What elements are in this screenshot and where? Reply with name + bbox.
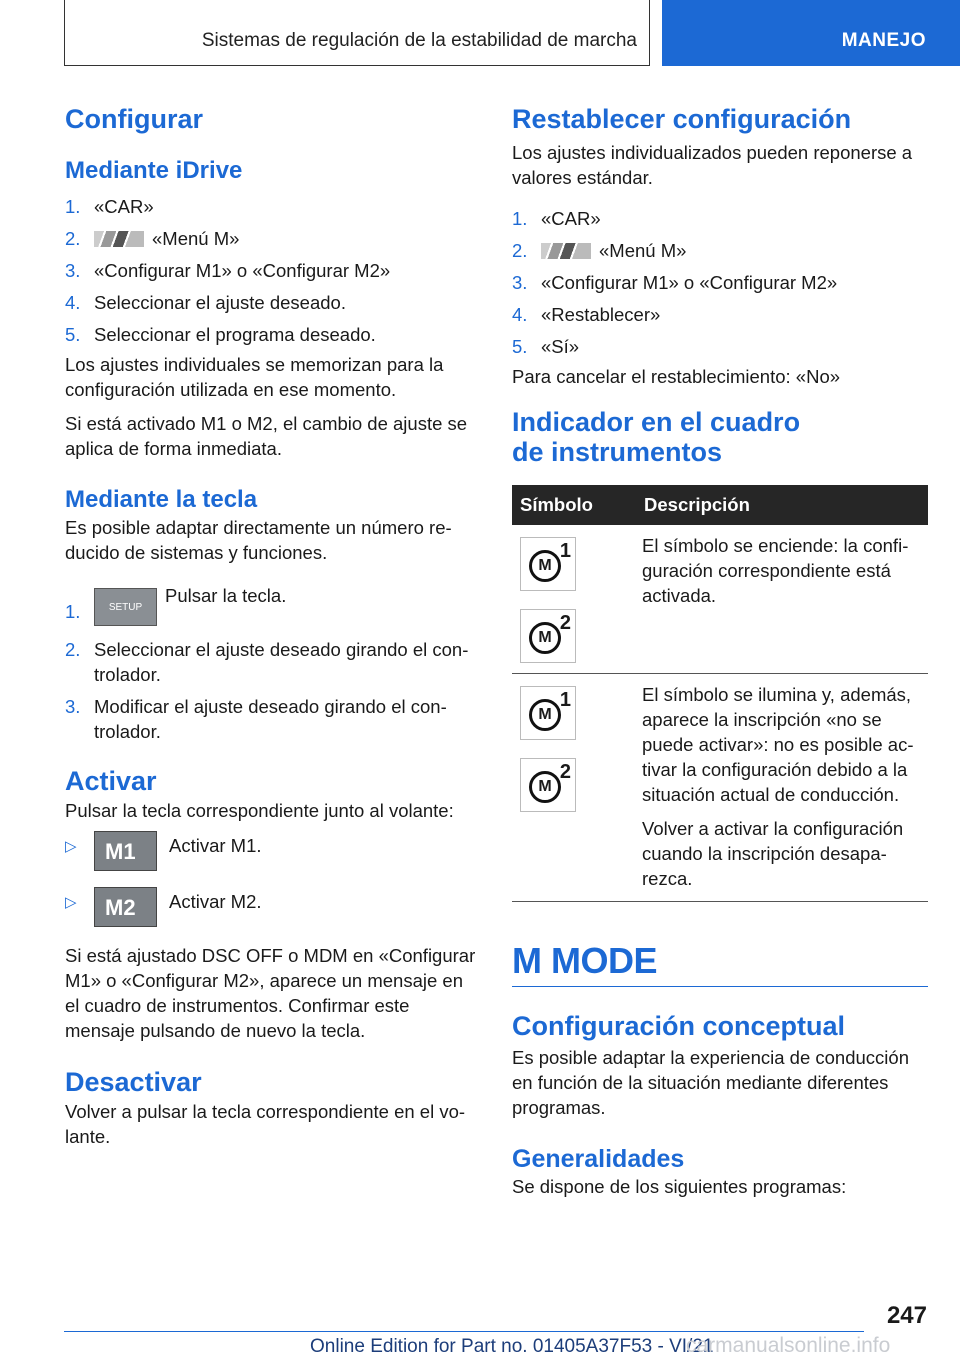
m2-key-icon: M2 xyxy=(94,887,157,927)
m1-symbol-icon: M 1 xyxy=(520,686,576,740)
symbol-table xyxy=(512,485,928,902)
page-number: 247 xyxy=(886,1302,927,1329)
heading-indicador: Indicador en el cuadro de instrumentos xyxy=(512,407,801,467)
paragraph: Si está ajustado DSC OFF o MDM en «Configurar M1» o «Configurar M2», aparece un mensaje en el cuadro de instrumentos. Confirmar este mensaje pulsando de nuevo la tecla. xyxy=(65,945,476,1041)
table-cell-description: El símbolo se enciende: la configuración correspondiente está activada. xyxy=(636,525,928,674)
m-menu-icon xyxy=(94,231,144,247)
header-title-box xyxy=(64,0,650,66)
list-item: 4. Seleccionar el ajuste deseado. xyxy=(65,292,346,313)
activar-list xyxy=(65,835,480,945)
paragraph: Para cancelar el restablecimiento: «No» xyxy=(512,366,841,387)
m2-symbol-icon: M 2 xyxy=(520,609,576,663)
heading-tecla: Mediante la tecla xyxy=(65,486,258,513)
reset-steps xyxy=(512,206,928,359)
table-header-row xyxy=(512,485,928,525)
heading-configuracion-conceptual: Configuración conceptual xyxy=(512,1011,846,1041)
list-item: 2. «Menú M» xyxy=(512,240,687,261)
list-item: 3. «Configurar M1» o «Configurar M2» xyxy=(65,260,391,281)
list-item: 2. Seleccionar el ajuste deseado girando el controlador. xyxy=(65,639,469,685)
table-cell-symbols xyxy=(512,525,636,674)
paragraph: Es posible adaptar la experiencia de conducción en función de la situación mediante diferentes programas. xyxy=(512,1047,909,1118)
idrive-steps xyxy=(65,194,480,347)
right-column xyxy=(512,96,928,1199)
table-row xyxy=(512,525,928,674)
paragraph: Volver a pulsar la tecla correspondiente en el volante. xyxy=(65,1101,466,1147)
paragraph: Si está activado M1 o M2, el cambio de ajuste se aplica de forma inmediata. xyxy=(65,413,468,459)
list-item: 3. Modificar el ajuste deseado girando el controlador. xyxy=(65,696,447,742)
list-item: ▷ M1 Activar M1. xyxy=(65,835,480,885)
chapter-title: Sistemas de regulación de la estabilidad de marcha xyxy=(201,30,637,51)
list-item: 5. «Sí» xyxy=(512,336,580,357)
triangle-bullet-icon: ▷ xyxy=(65,838,77,855)
m2-symbol-icon: M 2 xyxy=(520,758,576,812)
list-item: 2. «Menú M» xyxy=(65,228,240,249)
setup-key-icon: SETUP xyxy=(94,588,157,626)
tecla-steps xyxy=(65,583,480,744)
heading-configurar: Configurar xyxy=(65,104,203,134)
list-item: 5. Seleccionar el programa deseado. xyxy=(65,324,376,345)
heading-desactivar: Desactivar xyxy=(65,1067,202,1097)
list-item: ▷ M2 Activar M2. xyxy=(65,891,480,941)
section-tab-label: MANEJO xyxy=(841,30,926,51)
section-tab[interactable] xyxy=(662,0,960,66)
paragraph: Los ajustes individualizados pueden reponerse a valores estándar. xyxy=(512,142,913,188)
paragraph: Es posible adaptar directamente un número reducido de sistemas y funciones. xyxy=(65,517,452,563)
paragraph: Se dispone de los siguientes programas: xyxy=(512,1176,847,1197)
m-menu-icon xyxy=(541,243,591,259)
edition-text: Online Edition for Part no. 01405A37F53 - VI/21 xyxy=(310,1336,714,1357)
list-item: 1. SETUPPulsar la tecla. xyxy=(65,583,480,626)
heading-activar: Activar xyxy=(65,766,157,796)
heading-idrive: Mediante iDrive xyxy=(65,157,243,184)
table-cell-description: El símbolo se ilumina y, además, aparece la inscripción «no se puede activar»: no es posible activar la configuración debido a la situación actual de conducción. Volver a activar la configuración cuando la inscripción desaparezca. xyxy=(636,674,928,902)
left-column xyxy=(65,96,480,1149)
watermark: carmanualsonline.info xyxy=(686,1334,891,1357)
heading-restablecer: Restablecer configuración xyxy=(512,104,852,134)
table-row xyxy=(512,674,928,902)
table-header-description: Descripción xyxy=(636,485,928,525)
list-item: 4. «Restablecer» xyxy=(512,304,661,325)
footer-divider xyxy=(64,1331,864,1332)
list-item: 3. «Configurar M1» o «Configurar M2» xyxy=(512,272,838,293)
table-cell-symbols xyxy=(512,674,636,902)
paragraph: Pulsar la tecla correspondiente junto al volante: xyxy=(65,800,454,821)
list-item: 1. «CAR» xyxy=(65,196,154,217)
m1-key-icon: M1 xyxy=(94,831,157,871)
paragraph: Los ajustes individuales se memorizan para la configuración utilizada en ese momento. xyxy=(65,354,444,400)
heading-generalidades: Generalidades xyxy=(512,1145,685,1173)
m1-symbol-icon: M 1 xyxy=(520,537,576,591)
heading-m-mode: M MODE xyxy=(512,940,928,987)
table-header-symbol: Símbolo xyxy=(512,485,636,525)
triangle-bullet-icon: ▷ xyxy=(65,894,77,911)
list-item: 1. «CAR» xyxy=(512,208,601,229)
